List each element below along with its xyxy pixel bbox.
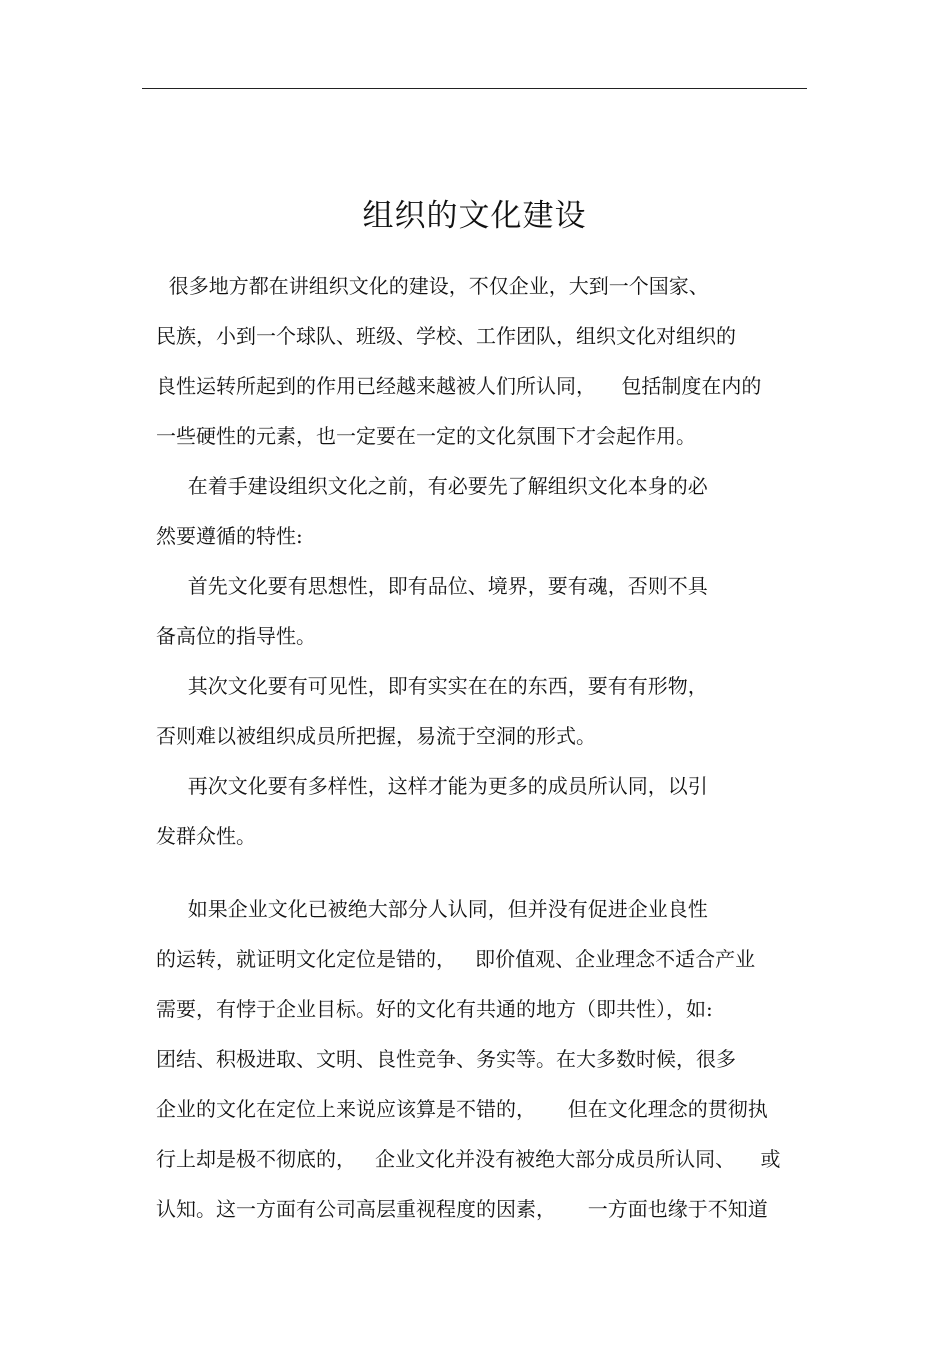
body-line-13: 如果企业文化已被绝大部分人认同，但并没有促进企业良性 xyxy=(156,897,708,921)
body-line-4: 一些硬性的元素，也一定要在一定的文化氛围下才会起作用。 xyxy=(156,424,696,448)
body-line-17: 企业的文化在定位上来说应该算是不错的， 但在文化理念的贯彻执 xyxy=(156,1097,768,1121)
body-line-16: 团结、积极进取、文明、良性竞争、务实等。在大多数时候，很多 xyxy=(156,1047,736,1071)
body-line-2: 民族，小到一个球队、班级、学校、工作团队，组织文化对组织的 xyxy=(156,324,736,348)
body-line-15: 需要，有悖于企业目标。好的文化有共通的地方（即共性），如: xyxy=(156,997,713,1021)
body-line-1: 很多地方都在讲组织文化的建设，不仅企业，大到一个国家、 xyxy=(156,274,709,298)
header-rule xyxy=(142,88,807,89)
body-line-14: 的运转，就证明文化定位是错的， 即价值观、企业理念不适合产业 xyxy=(156,947,756,971)
body-line-10: 否则难以被组织成员所把握，易流于空洞的形式。 xyxy=(156,724,596,748)
document-title: 组织的文化建设 xyxy=(362,198,587,234)
body-line-7: 首先文化要有思想性，即有品位、境界，要有魂，否则不具 xyxy=(156,574,708,598)
body-line-18: 行上却是极不彻底的， 企业文化并没有被绝大部分成员所认同、 或 xyxy=(156,1147,781,1171)
body-line-12: 发群众性。 xyxy=(156,824,256,848)
body-line-11: 再次文化要有多样性，这样才能为更多的成员所认同，以引 xyxy=(156,774,708,798)
body-line-5: 在着手建设组织文化之前，有必要先了解组织文化本身的必 xyxy=(156,474,708,498)
body-line-6: 然要遵循的特性: xyxy=(156,524,303,548)
body-line-9: 其次文化要有可见性，即有实实在在的东西，要有有形物， xyxy=(156,674,708,698)
body-line-19: 认知。这一方面有公司高层重视程度的因素， 一方面也缘于不知道 xyxy=(156,1197,768,1221)
body-line-3: 良性运转所起到的作用已经越来越被人们所认同， 包括制度在内的 xyxy=(156,374,762,398)
body-line-8: 备高位的指导性。 xyxy=(156,624,316,648)
